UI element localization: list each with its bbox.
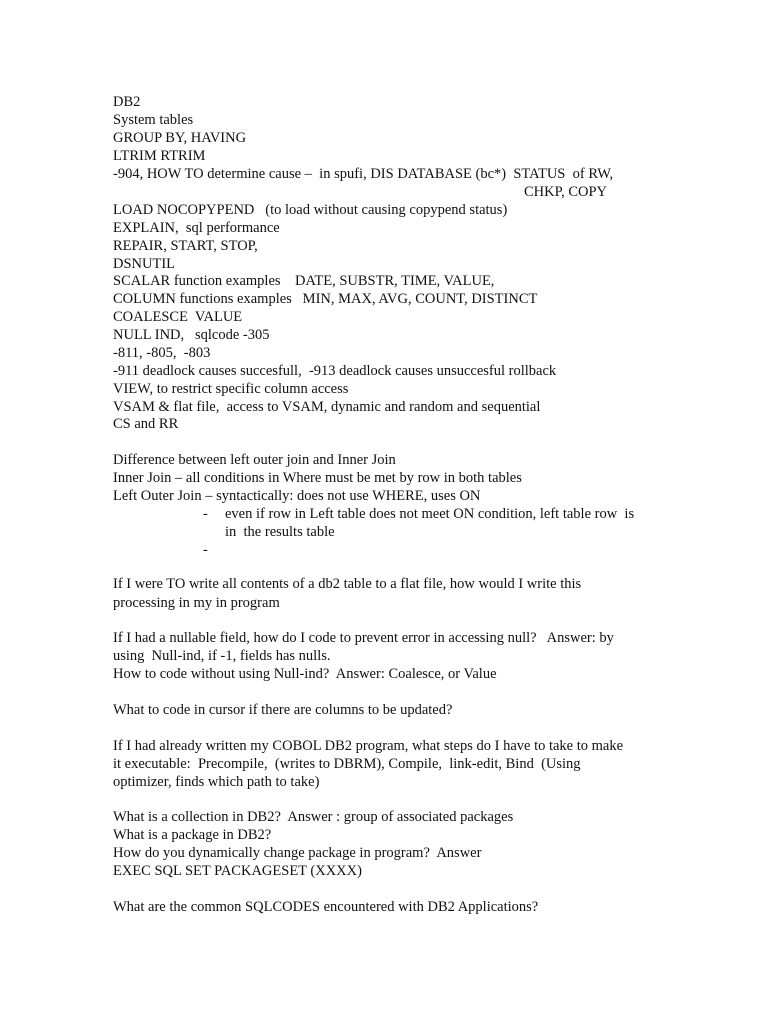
left-join-line: Left Outer Join – syntactically: does not use WHERE, uses ON bbox=[113, 488, 481, 504]
topic-line: COALESCE VALUE bbox=[113, 309, 243, 325]
bullet-text: even if row in Left table does not meet ON condition, left table row is bbox=[225, 506, 635, 522]
question-line: What to code in cursor if there are columns to be updated? bbox=[113, 702, 453, 718]
question-line: using Null-ind, if -1, fields has nulls. bbox=[113, 648, 331, 664]
question-line: What are the common SQLCODES encountered with DB2 Applications? bbox=[113, 899, 539, 915]
question-line: processing in my in program bbox=[113, 595, 280, 611]
topic-line: SCALAR function examples DATE, SUBSTR, TIME, VALUE, bbox=[113, 273, 495, 289]
topic-line: DSNUTIL bbox=[113, 256, 176, 272]
topic-line: LOAD NOCOPYPEND (to load without causing copypend status) bbox=[113, 202, 508, 218]
question-line: What is a collection in DB2? Answer : group of associated packages bbox=[113, 809, 514, 825]
topic-line: DB2 bbox=[113, 94, 141, 110]
topic-line: VSAM & flat file, access to VSAM, dynamic and random and sequential bbox=[113, 399, 541, 415]
topic-line: REPAIR, START, STOP, bbox=[113, 238, 258, 254]
topic-line: VIEW, to restrict specific column access bbox=[113, 381, 349, 397]
topic-line: COLUMN functions examples MIN, MAX, AVG, COUNT, DISTINCT bbox=[113, 291, 538, 307]
topic-line: -911 deadlock causes succesfull, -913 deadlock causes unsuccesful rollback bbox=[113, 363, 557, 379]
bullet-text-continuation: in the results table bbox=[225, 524, 335, 540]
topic-line: NULL IND, sqlcode -305 bbox=[113, 327, 270, 343]
question-line: How do you dynamically change package in program? Answer bbox=[113, 845, 482, 861]
question-line: optimizer, finds which path to take) bbox=[113, 774, 320, 790]
question-line: How to code without using Null-ind? Answer: Coalesce, or Value bbox=[113, 666, 497, 682]
topic-line: EXPLAIN, sql performance bbox=[113, 220, 280, 236]
bullet-dash: - bbox=[203, 542, 208, 558]
topic-line: System tables bbox=[113, 112, 194, 128]
topic-line: GROUP BY, HAVING bbox=[113, 130, 247, 146]
question-line: What is a package in DB2? bbox=[113, 827, 272, 843]
joins-heading: Difference between left outer join and Inner Join bbox=[113, 452, 396, 468]
bullet-dash: - bbox=[203, 506, 208, 522]
question-line: it executable: Precompile, (writes to DBRM), Compile, link-edit, Bind (Using bbox=[113, 756, 581, 772]
question-line: EXEC SQL SET PACKAGESET (XXXX) bbox=[113, 863, 362, 879]
question-line: If I were TO write all contents of a db2 table to a flat file, how would I write this bbox=[113, 576, 582, 592]
question-line: If I had already written my COBOL DB2 program, what steps do I have to take to make bbox=[113, 738, 624, 754]
question-line: If I had a nullable field, how do I code to prevent error in accessing null? Answer: by bbox=[113, 630, 614, 646]
topic-line: -811, -805, -803 bbox=[113, 345, 211, 361]
topic-line: -904, HOW TO determine cause – in spufi, DIS DATABASE (bc*) STATUS of RW, bbox=[113, 166, 614, 182]
topic-line: LTRIM RTRIM bbox=[113, 148, 206, 164]
inner-join-line: Inner Join – all conditions in Where must be met by row in both tables bbox=[113, 470, 522, 486]
topic-line-continuation: CHKP, COPY bbox=[524, 184, 607, 200]
topic-line: CS and RR bbox=[113, 416, 179, 432]
